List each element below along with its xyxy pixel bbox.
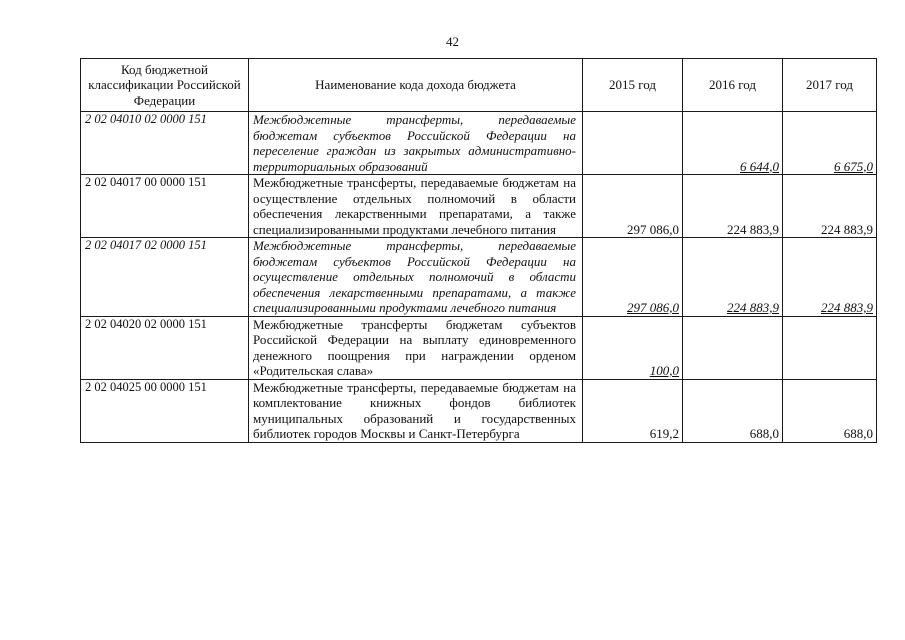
row-name: Межбюджетные трансферты, передаваемые бюджетам на осуществление отдельных полномочий в области обеспечения лекарственными препаратами, а также специализированными продуктами лечебного питания	[249, 175, 583, 238]
row-name: Межбюджетные трансферты, передаваемые бюджетам на комплектование книжных фондов библиотек муниципальных образований и государственных библиотек городов Москвы и Санкт-Петербурга	[249, 379, 583, 442]
row-name: Межбюджетные трансферты бюджетам субъектов Российской Федерации на выплату единовременного денежного поощрения при награждении орденом «Родительская слава»	[249, 316, 583, 379]
page-number: 42	[446, 34, 459, 49]
table-row	[81, 238, 877, 317]
row-value-2017: 6 675,0	[783, 112, 877, 175]
table-row	[81, 316, 877, 379]
table-body	[81, 112, 877, 443]
header-2017: 2017 год	[783, 59, 877, 112]
row-value-2017	[783, 316, 877, 379]
row-code: 2 02 04017 00 0000 151	[81, 175, 249, 238]
table-row	[81, 379, 877, 442]
row-value-2017: 688,0	[783, 379, 877, 442]
row-value-2016: 6 644,0	[683, 112, 783, 175]
table-header	[81, 59, 877, 112]
header-row	[81, 59, 877, 112]
budget-revenue-table	[80, 58, 877, 443]
row-value-2017: 224 883,9	[783, 238, 877, 317]
table-row	[81, 112, 877, 175]
row-name: Межбюджетные трансферты, передаваемые бюджетам субъектов Российской Федерации на переселение граждан из закрытых административно-территориальных образований	[249, 112, 583, 175]
header-name: Наименование кода дохода бюджета	[249, 59, 583, 112]
row-value-2015	[583, 112, 683, 175]
header-code: Код бюджетной классификации Российской Федерации	[81, 59, 249, 112]
row-code: 2 02 04010 02 0000 151	[81, 112, 249, 175]
row-value-2016: 688,0	[683, 379, 783, 442]
row-value-2016	[683, 316, 783, 379]
row-code: 2 02 04020 02 0000 151	[81, 316, 249, 379]
row-value-2015: 619,2	[583, 379, 683, 442]
row-value-2015: 100,0	[583, 316, 683, 379]
row-value-2015: 297 086,0	[583, 175, 683, 238]
row-value-2017: 224 883,9	[783, 175, 877, 238]
row-value-2016: 224 883,9	[683, 238, 783, 317]
row-name: Межбюджетные трансферты, передаваемые бюджетам субъектов Российской Федерации на осуществление отдельных полномочий в области обеспечения лекарственными препаратами, а также специализированными продуктами лечебного питания	[249, 238, 583, 317]
header-2016: 2016 год	[683, 59, 783, 112]
row-value-2015: 297 086,0	[583, 238, 683, 317]
header-2015: 2015 год	[583, 59, 683, 112]
row-code: 2 02 04025 00 0000 151	[81, 379, 249, 442]
row-code: 2 02 04017 02 0000 151	[81, 238, 249, 317]
table-row	[81, 175, 877, 238]
row-value-2016: 224 883,9	[683, 175, 783, 238]
